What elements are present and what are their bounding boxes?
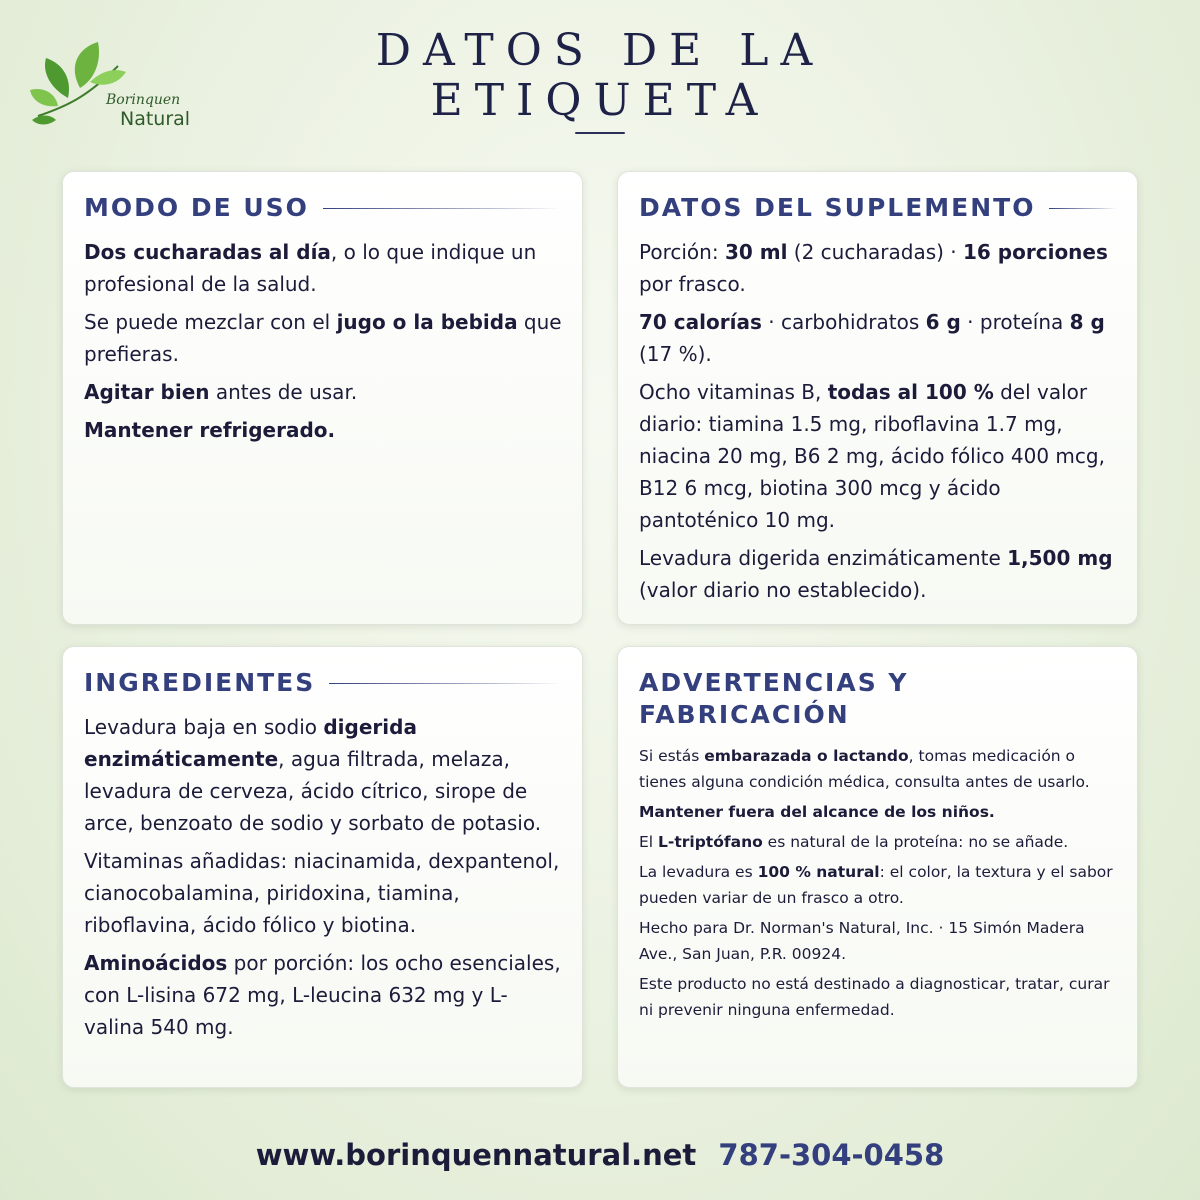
brand-name-line1: Borinquen <box>106 92 181 108</box>
page-title <box>0 26 1200 126</box>
heading-rule <box>329 683 562 684</box>
section-heading: INGREDIENTES <box>84 668 316 697</box>
footer-contact <box>0 1138 1200 1172</box>
ingredients-vitamins: Vitaminas añadidas: niacinamida, dexpantenol, cianocobalamina, piridoxina, tiamina, riboflavina, ácido fólico y biotina. <box>84 849 560 937</box>
supplement-serving: Porción: 30 ml (2 cucharadas) · 16 porciones por frasco. <box>639 240 1108 296</box>
card-header <box>639 667 1117 731</box>
website-link[interactable]: www.borinquennatural.net <box>255 1138 697 1172</box>
card-modo-de-uso <box>62 171 583 625</box>
note-tryptophan: El L-triptófano es natural de la proteína: no se añade. <box>639 833 1069 851</box>
page-title-line1: DATOS DE LA <box>375 25 825 76</box>
usage-refrigerate: Mantener refrigerado. <box>84 418 336 442</box>
usage-mix: Se puede mezclar con el jugo o la bebida que prefieras. <box>84 310 562 366</box>
card-ingredientes <box>62 646 583 1088</box>
phone-number[interactable]: 787-304-0458 <box>718 1138 945 1172</box>
heading-rule <box>1049 208 1117 209</box>
card-advertencias <box>617 646 1138 1088</box>
supplement-nutrition: 70 calorías · carbohidratos 6 g · proteína 8 g (17 %). <box>639 310 1105 366</box>
section-heading: DATOS DEL SUPLEMENTO <box>639 193 1036 222</box>
warning-pregnancy: Si estás embarazada o lactando, tomas medicación o tienes alguna condición médica, consulta antes de usarlo. <box>639 747 1090 791</box>
disclaimer: Este producto no está destinado a diagnosticar, tratar, curar ni prevenir ninguna enfermedad. <box>639 975 1110 1019</box>
ingredients-amino-acids: Aminoácidos por porción: los ocho esenciales, con L-lisina 672 mg, L-leucina 632 mg y L-valina 540 mg. <box>84 951 561 1039</box>
manufacturer-address: Hecho para Dr. Norman's Natural, Inc. · 15 Simón Madera Ave., San Juan, P.R. 00924. <box>639 919 1085 963</box>
card-datos-suplemento <box>617 171 1138 625</box>
title-divider <box>575 132 625 134</box>
supplement-yeast: Levadura digerida enzimáticamente 1,500 mg (valor diario no establecido). <box>639 546 1113 602</box>
supplement-vitamins: Ocho vitaminas B, todas al 100 % del valor diario: tiamina 1.5 mg, riboflavina 1.7 mg, niacina 20 mg, B6 2 mg, ácido fólico 400 mcg, B12 6 mcg, biotina 300 mcg y ácido pantoténico 10 mg. <box>639 380 1105 532</box>
section-heading: MODO DE USO <box>84 193 309 222</box>
usage-dose: Dos cucharadas al día, o lo que indique un profesional de la salud. <box>84 240 537 296</box>
brand-name-line2: Natural <box>120 108 191 130</box>
ingredients-list: Levadura baja en sodio digerida enzimáticamente, agua filtrada, melaza, levadura de cerveza, ácido cítrico, sirope de arce, benzoato de sodio y sorbato de potasio. <box>84 715 542 835</box>
card-header <box>84 667 562 699</box>
note-natural: La levadura es 100 % natural: el color, la textura y el sabor pueden variar de un frasco a otro. <box>639 863 1113 907</box>
usage-shake: Agitar bien antes de usar. <box>84 380 358 404</box>
warning-children: Mantener fuera del alcance de los niños. <box>639 803 995 821</box>
card-header <box>84 192 562 224</box>
card-header <box>639 192 1117 224</box>
section-heading: ADVERTENCIAS Y FABRICACIÓN <box>639 668 909 729</box>
heading-rule <box>323 208 562 209</box>
page-title-line2: ETIQUETA <box>430 75 770 126</box>
